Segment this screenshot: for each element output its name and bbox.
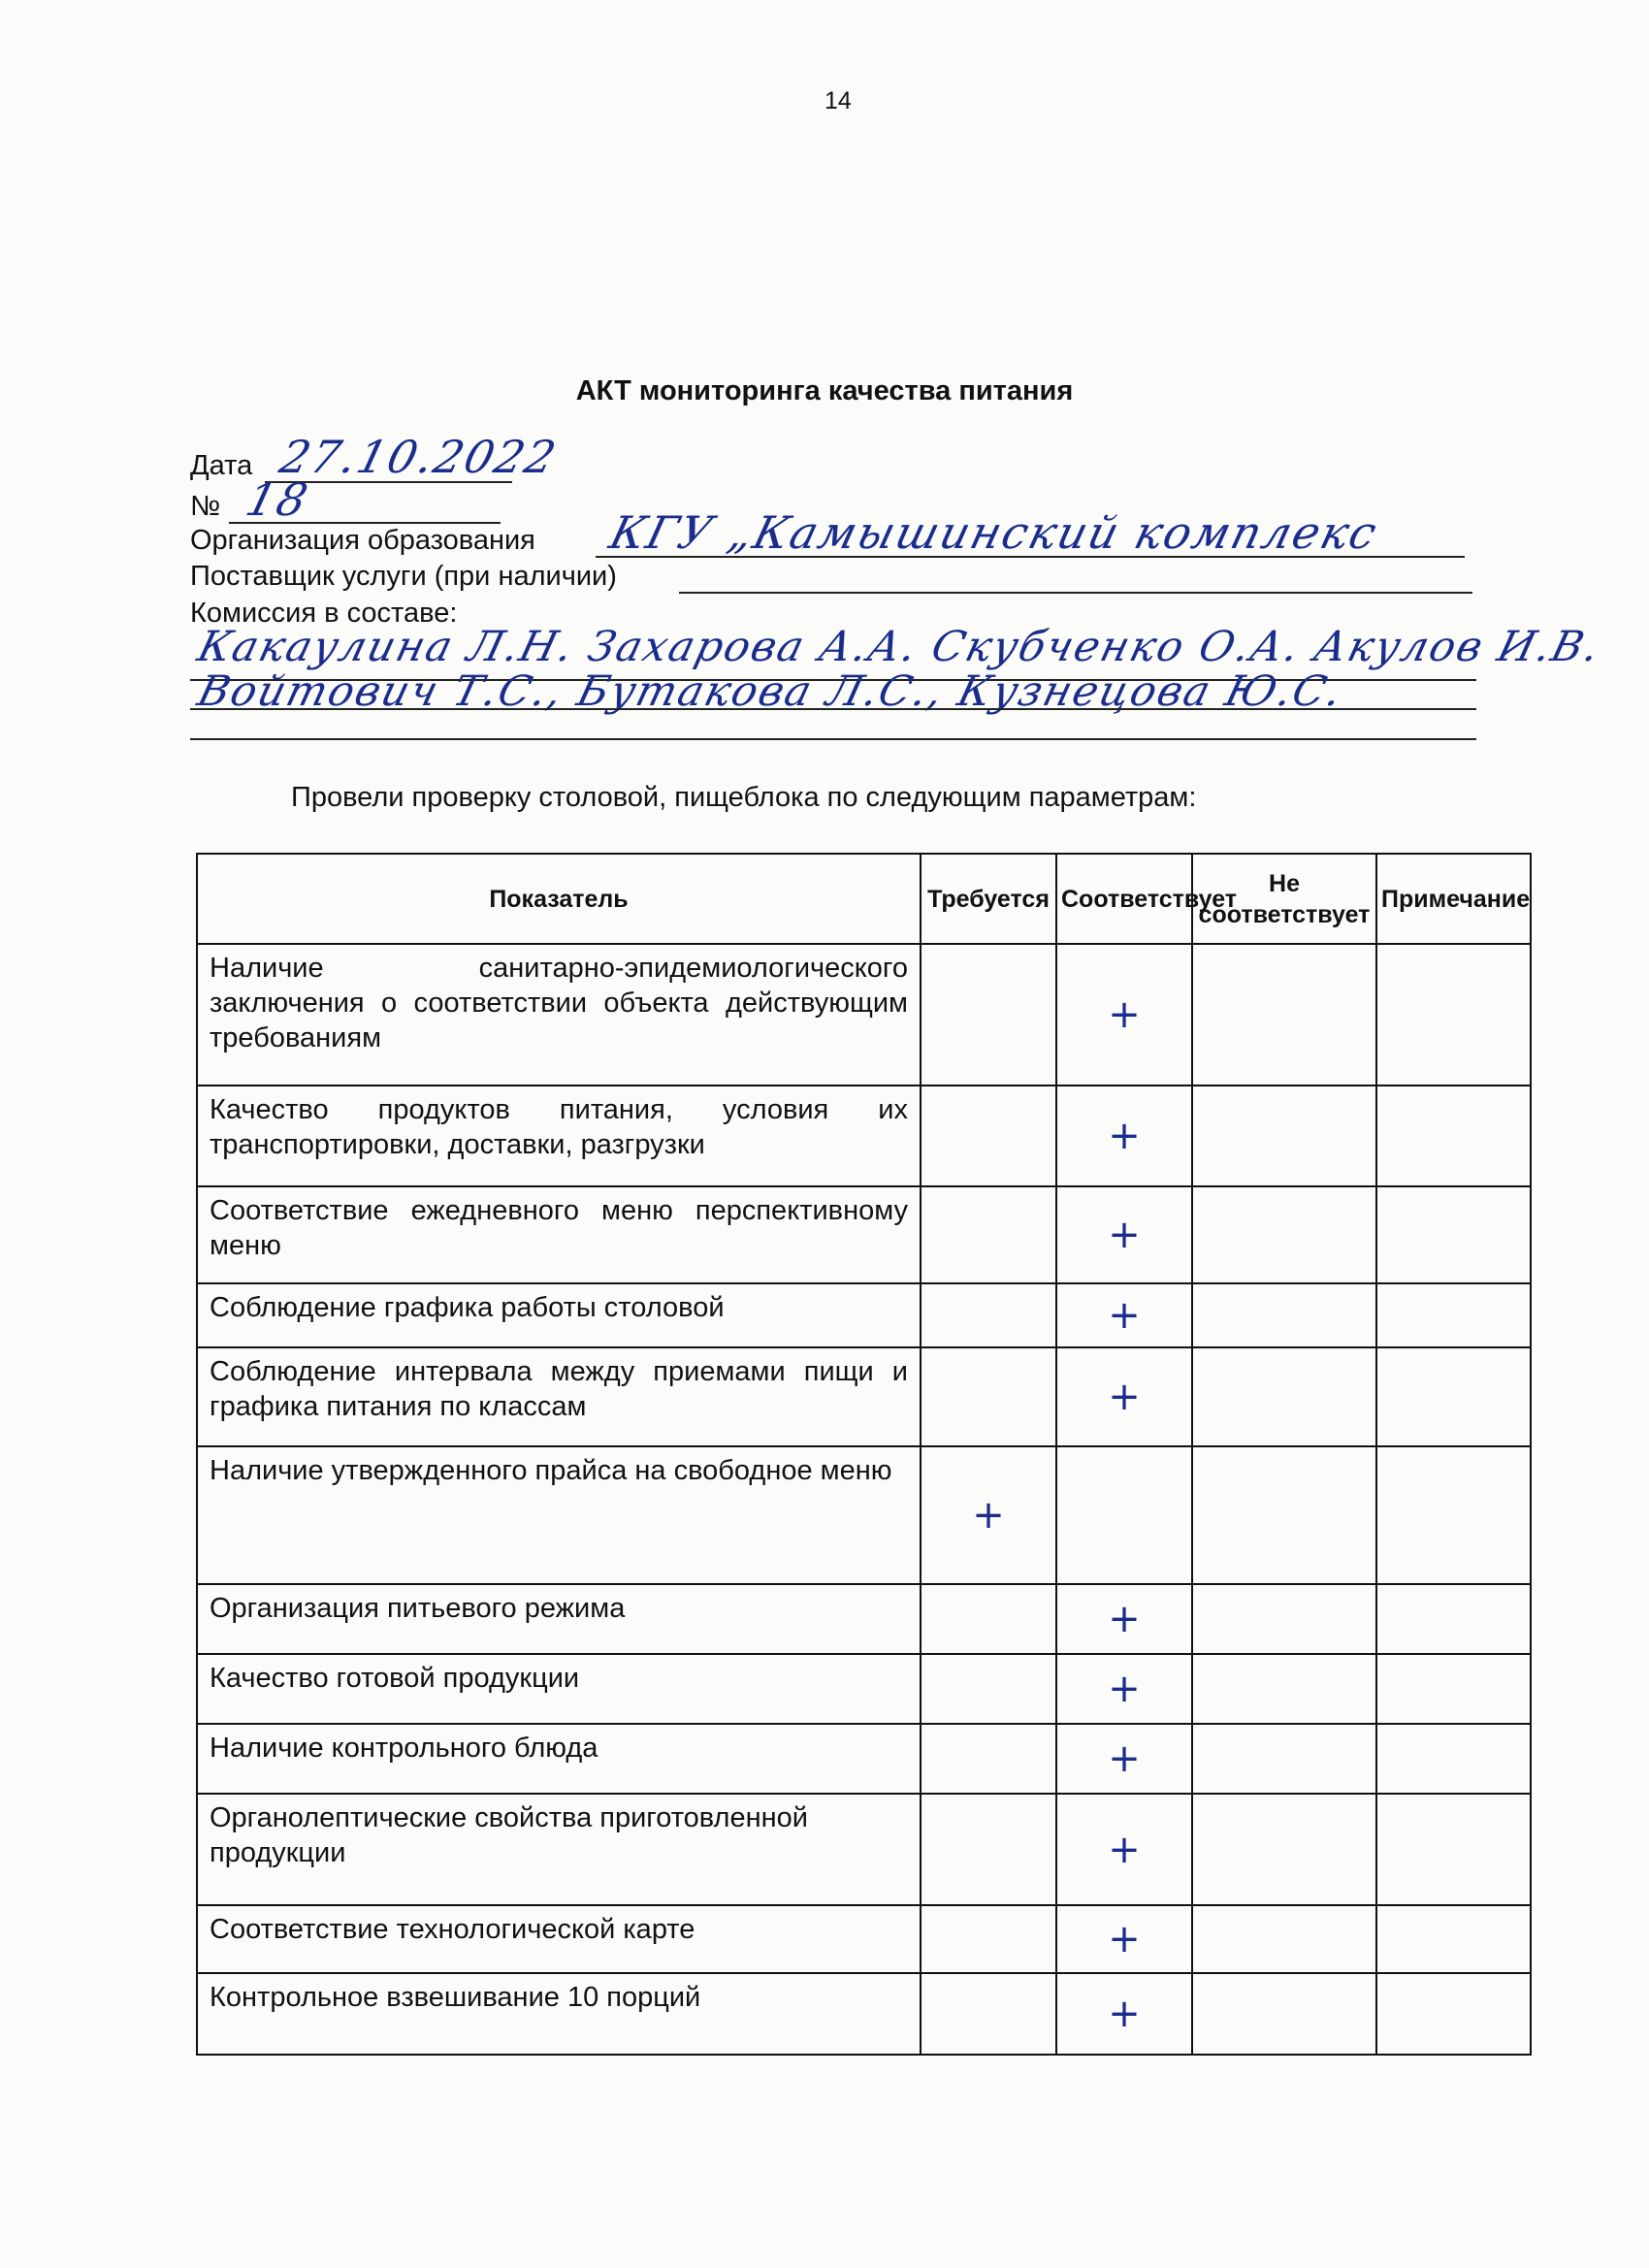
plus-mark: + <box>1108 992 1141 1037</box>
cell-noncompliant <box>1192 1085 1376 1186</box>
cell-note <box>1376 1654 1531 1724</box>
row-label: Качество продуктов питания, условия их транспортировки, доставки, разгрузки <box>197 1085 921 1186</box>
date-value: 27.10.2022 <box>275 431 564 483</box>
header-compliant: Соответствует <box>1056 854 1192 944</box>
cell-required <box>921 1973 1056 2055</box>
page-number: 14 <box>824 87 852 114</box>
cell-compliant <box>1056 944 1192 1085</box>
cell-note <box>1376 1794 1531 1905</box>
cell-required <box>921 1347 1056 1446</box>
cell-noncompliant <box>1192 1654 1376 1724</box>
plus-mark: + <box>1108 1213 1141 1257</box>
table-row <box>197 1973 1531 2055</box>
cell-required <box>921 1186 1056 1283</box>
plus-mark: + <box>1108 1736 1141 1781</box>
cell-required <box>921 1283 1056 1347</box>
plus-mark: + <box>972 1493 1005 1538</box>
row-label: Организация питьевого режима <box>197 1584 921 1654</box>
row-label: Органолептические свойства приготовленной продукции <box>197 1794 921 1905</box>
cell-compliant <box>1056 1973 1192 2055</box>
cell-required <box>921 1085 1056 1186</box>
table-row <box>197 1347 1531 1446</box>
table-row <box>197 1724 1531 1794</box>
cell-note <box>1376 1085 1531 1186</box>
header-required: Требуется <box>921 854 1056 944</box>
cell-required <box>921 1724 1056 1794</box>
row-label: Соблюдение интервала между приемами пищи и графика питания по классам <box>197 1347 921 1446</box>
cell-compliant <box>1056 1085 1192 1186</box>
table-row <box>197 1446 1531 1584</box>
cell-compliant <box>1056 1347 1192 1446</box>
commission-label: Комиссия в составе: <box>190 598 458 629</box>
supplier-line <box>679 592 1472 594</box>
cell-note <box>1376 944 1531 1085</box>
table-row <box>197 944 1531 1085</box>
cell-noncompliant <box>1192 1186 1376 1283</box>
header-noncompliant: Не соответствует <box>1192 854 1376 944</box>
plus-mark: + <box>1108 1992 1141 2036</box>
cell-noncompliant <box>1192 944 1376 1085</box>
commission-line-2: Войтович Т.С., Бутакова Л.С., Кузнецова Ю.С. <box>192 667 1349 716</box>
cell-required <box>921 944 1056 1085</box>
cell-note <box>1376 1446 1531 1584</box>
organization-value: КГУ „Камышинский комплекс <box>604 506 1384 559</box>
cell-required <box>921 1794 1056 1905</box>
row-label: Соответствие технологической карте <box>197 1905 921 1973</box>
cell-required <box>921 1905 1056 1973</box>
cell-note <box>1376 1283 1531 1347</box>
cell-note <box>1376 1973 1531 2055</box>
cell-noncompliant <box>1192 1724 1376 1794</box>
row-label: Контрольное взвешивание 10 порций <box>197 1973 921 2055</box>
plus-mark: + <box>1108 1597 1141 1641</box>
cell-note <box>1376 1186 1531 1283</box>
cell-noncompliant <box>1192 1347 1376 1446</box>
row-label: Соблюдение графика работы столовой <box>197 1283 921 1347</box>
table-row <box>197 1794 1531 1905</box>
plus-mark: + <box>1108 1827 1141 1872</box>
cell-noncompliant <box>1192 1905 1376 1973</box>
row-label: Наличие санитарно-эпидемиологического заключения о соответствии объекта действующим требованиям <box>197 944 921 1085</box>
cell-required <box>921 1446 1056 1584</box>
plus-mark: + <box>1108 1917 1141 1961</box>
commission-line-1: Какаулина Л.Н. Захарова А.А. Скубченко О.А. Акулов И.В. <box>192 623 1606 671</box>
cell-note <box>1376 1905 1531 1973</box>
supplier-label: Поставщик услуги (при наличии) <box>190 561 617 592</box>
table-row <box>197 1584 1531 1654</box>
cell-compliant <box>1056 1654 1192 1724</box>
cell-note <box>1376 1347 1531 1446</box>
row-label: Соответствие ежедневного меню перспективному меню <box>197 1186 921 1283</box>
plus-mark: + <box>1108 1114 1141 1158</box>
table-row <box>197 1085 1531 1186</box>
plus-mark: + <box>1108 1375 1141 1419</box>
cell-required <box>921 1654 1056 1724</box>
row-label: Наличие утвержденного прайса на свободное меню <box>197 1446 921 1584</box>
cell-compliant <box>1056 1724 1192 1794</box>
plus-mark: + <box>1108 1667 1141 1711</box>
document-title: АКТ мониторинга качества питания <box>575 375 1074 406</box>
header-indicator: Показатель <box>197 854 921 944</box>
cell-noncompliant <box>1192 1283 1376 1347</box>
cell-noncompliant <box>1192 1973 1376 2055</box>
number-label: № <box>190 491 221 522</box>
table-row <box>197 1186 1531 1283</box>
table-row <box>197 1905 1531 1973</box>
number-value: 18 <box>241 473 315 526</box>
table-header-row <box>197 854 1531 944</box>
date-label: Дата <box>190 450 253 481</box>
header-note: Примечание <box>1376 854 1531 944</box>
cell-note <box>1376 1724 1531 1794</box>
table-row <box>197 1654 1531 1724</box>
cell-compliant <box>1056 1283 1192 1347</box>
cell-compliant <box>1056 1905 1192 1973</box>
cell-compliant <box>1056 1446 1192 1584</box>
cell-noncompliant <box>1192 1446 1376 1584</box>
cell-compliant <box>1056 1584 1192 1654</box>
cell-compliant <box>1056 1794 1192 1905</box>
commission-underline-3 <box>190 738 1476 740</box>
row-label: Качество готовой продукции <box>197 1654 921 1724</box>
intro-text: Провели проверку столовой, пищеблока по следующим параметрам: <box>291 782 1197 813</box>
monitoring-table <box>196 853 1532 2056</box>
cell-note <box>1376 1584 1531 1654</box>
table-row <box>197 1283 1531 1347</box>
row-label: Наличие контрольного блюда <box>197 1724 921 1794</box>
organization-label: Организация образования <box>190 525 535 556</box>
cell-noncompliant <box>1192 1794 1376 1905</box>
plus-mark: + <box>1108 1293 1141 1338</box>
cell-noncompliant <box>1192 1584 1376 1654</box>
cell-required <box>921 1584 1056 1654</box>
cell-compliant <box>1056 1186 1192 1283</box>
commission-underline-2 <box>190 708 1476 710</box>
